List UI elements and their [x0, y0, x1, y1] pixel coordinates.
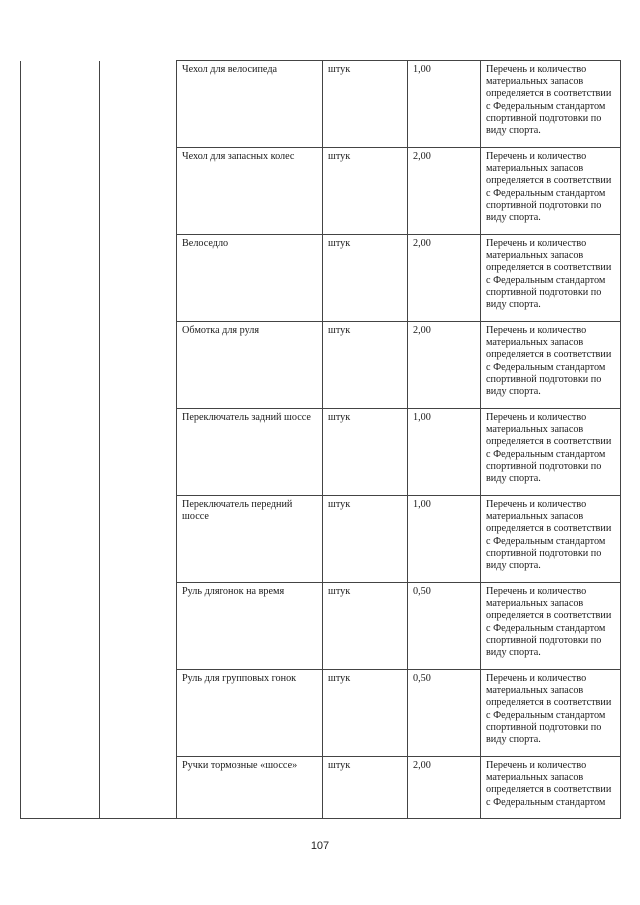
item-name-cell: Велоседло: [177, 235, 323, 322]
quantity-cell: 0,50: [408, 670, 481, 757]
item-name-cell: Обмотка для руля: [177, 322, 323, 409]
item-name-cell: Чехол для запасных колес: [177, 148, 323, 235]
unit-cell: штук: [323, 61, 408, 148]
supplies-table: [20, 60, 621, 819]
quantity-cell: 0,50: [408, 583, 481, 670]
note-cell: [481, 148, 621, 235]
note-cell: [481, 409, 621, 496]
item-name-cell: Переключатель задний шоссе: [177, 409, 323, 496]
note-text: Перечень и количество материальных запасов определяется в соответствии с Федеральным стандартом спортивной подготовки по виду спорта.: [486, 64, 612, 137]
empty-cell-col2: [100, 61, 177, 819]
item-name-cell: Ручки тормозные «шоссе»: [177, 757, 323, 819]
note-text: Перечень и количество материальных запасов определяется в соответствии с Федеральным стандартом: [486, 760, 612, 808]
note-text: Перечень и количество материальных запасов определяется в соответствии с Федеральным стандартом спортивной подготовки по виду спорта.: [486, 412, 612, 485]
unit-cell: штук: [323, 670, 408, 757]
note-cell: [481, 322, 621, 409]
unit-cell: штук: [323, 496, 408, 583]
item-name-cell: Чехол для велосипеда: [177, 61, 323, 148]
item-name-cell: Переключатель передний шоссе: [177, 496, 323, 583]
unit-cell: штук: [323, 148, 408, 235]
unit-cell: штук: [323, 409, 408, 496]
item-name-cell: Руль дляrонок на время: [177, 583, 323, 670]
unit-cell: штук: [323, 322, 408, 409]
note-cell: [481, 496, 621, 583]
quantity-cell: 2,00: [408, 235, 481, 322]
note-text: Перечень и количество материальных запасов определяется в соответствии с Федеральным стандартом спортивной подготовки по виду спорта.: [486, 499, 612, 572]
note-cell: [481, 670, 621, 757]
quantity-cell: 2,00: [408, 148, 481, 235]
note-cell: [481, 757, 621, 819]
note-text: Перечень и количество материальных запасов определяется в соответствии с Федеральным стандартом спортивной подготовки по виду спорта.: [486, 238, 612, 311]
quantity-cell: 1,00: [408, 61, 481, 148]
unit-cell: штук: [323, 235, 408, 322]
note-text: Перечень и количество материальных запасов определяется в соответствии с Федеральным стандартом спортивной подготовки по виду спорта.: [486, 673, 612, 746]
note-text: Перечень и количество материальных запасов определяется в соответствии с Федеральным стандартом спортивной подготовки по виду спорта.: [486, 586, 612, 659]
quantity-cell: 1,00: [408, 496, 481, 583]
quantity-cell: 2,00: [408, 757, 481, 819]
table-row: [21, 61, 621, 148]
quantity-cell: 2,00: [408, 322, 481, 409]
note-cell: [481, 61, 621, 148]
unit-cell: штук: [323, 583, 408, 670]
note-text: Перечень и количество материальных запасов определяется в соответствии с Федеральным стандартом спортивной подготовки по виду спорта.: [486, 151, 612, 224]
supplies-table-body: [21, 61, 621, 819]
page-number: 107: [310, 840, 330, 852]
note-cell: [481, 583, 621, 670]
empty-cell-col1: [21, 61, 100, 819]
unit-cell: штук: [323, 757, 408, 819]
note-cell: [481, 235, 621, 322]
quantity-cell: 1,00: [408, 409, 481, 496]
note-text: Перечень и количество материальных запасов определяется в соответствии с Федеральным стандартом спортивной подготовки по виду спорта.: [486, 325, 612, 398]
item-name-cell: Руль для групповых гонок: [177, 670, 323, 757]
